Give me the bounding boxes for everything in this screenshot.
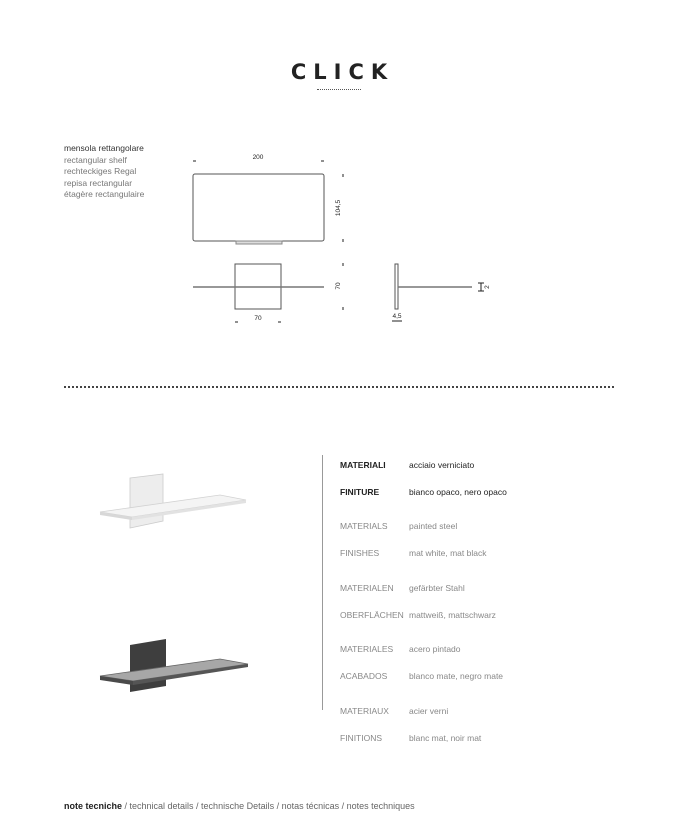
footer-bold: note tecniche: [64, 801, 123, 811]
dim-height-front-label: 104,5: [335, 199, 342, 217]
spec-it-material-label: MATERIALI: [340, 460, 386, 470]
spec-en-material-value: painted steel: [409, 521, 458, 531]
dim-thickness-label: 2: [484, 285, 491, 289]
footer-note: [64, 801, 415, 811]
spec-es-finish-label: ACABADOS: [340, 671, 388, 681]
specs-separator: [322, 455, 323, 710]
spec-it-material-value: acciaio verniciato: [409, 460, 475, 470]
spec-fr-material-value: acier verni: [409, 706, 449, 716]
spec-en-finish-value: mat white, mat black: [409, 548, 487, 558]
white-shelf-image: [100, 474, 246, 528]
spec-fr-material-label: MATERIAUX: [340, 706, 389, 716]
spec-en-material-label: MATERIALS: [340, 521, 388, 531]
spec-de-finish-value: mattweiß, mattschwarz: [409, 610, 496, 620]
dim-plate-label: 4,5: [392, 313, 402, 320]
front-view: [193, 174, 324, 244]
technical-drawing: [0, 0, 678, 380]
section-divider: [64, 386, 614, 388]
dim-depth-plan-label: 70: [335, 282, 342, 290]
product-name-en: rectangular shelf: [64, 154, 127, 165]
spec-it-finish-label: FINITURE: [340, 487, 380, 497]
spec-es-material-label: MATERIALES: [340, 644, 394, 654]
black-shelf-image: [100, 639, 248, 692]
product-title: CLICK: [290, 60, 395, 84]
spec-fr-finish-value: blanc mat, noir mat: [409, 733, 482, 743]
spec-de-finish-label: OBERFLÄCHEN: [340, 610, 404, 620]
dim-width-top-label: 200: [252, 154, 264, 161]
spec-fr-finish-label: FINITIONS: [340, 733, 383, 743]
product-name-de: rechteckiges Regal: [64, 166, 137, 177]
side-view: [392, 264, 484, 321]
spec-es-material-value: acero pintado: [409, 644, 461, 654]
product-name-fr: étagère rectangulaire: [64, 189, 145, 200]
product-name-it: mensola rettangolare: [64, 143, 144, 153]
spec-it-finish-value: bianco opaco, nero opaco: [409, 487, 507, 497]
dim-width-plan-label: 70: [254, 315, 262, 322]
spec-de-material-label: MATERIALEN: [340, 583, 394, 593]
spec-es-finish-value: blanco mate, negro mate: [409, 671, 504, 681]
footer-rest: / technical details / technische Details / notas técnicas / notes techniques: [122, 801, 415, 811]
spec-en-finish-label: FINISHES: [340, 548, 380, 558]
plan-view: [193, 264, 324, 309]
product-name-es: repisa rectangular: [64, 177, 133, 188]
spec-de-material-value: gefärbter Stahl: [409, 583, 465, 593]
